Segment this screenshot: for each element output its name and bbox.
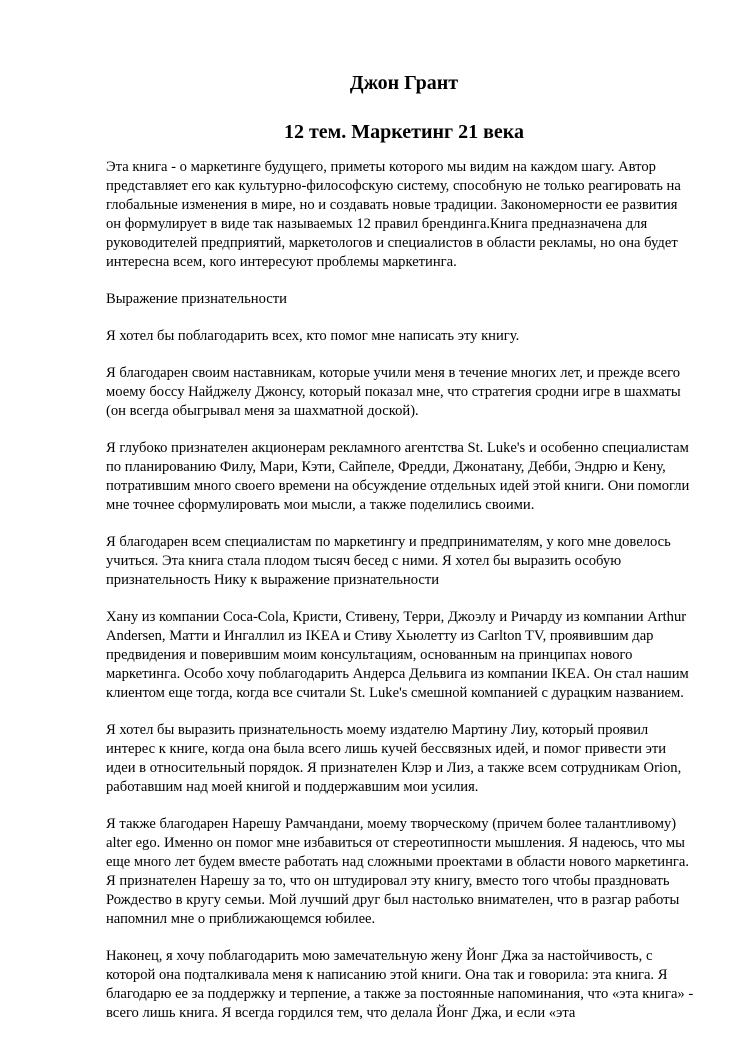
- paragraph: Я благодарен своим наставникам, которые учили меня в течение многих лет, и прежде всего моему боссу Найджелу Джонсу, который показал мне, что стратегия сродни игре в шахматы (он всегда обыгрывал меня за шахматной доской).: [106, 365, 681, 419]
- paragraph: Я глубоко признателен акционерам рекламного агентства St. Luke's и особенно специалистам по планированию Филу, Мари, Кэти, Сайпеле, Фредди, Джонатану, Дебби, Эндрю и Кену, потратившим много своего времени на обсуждение отдельных идей этой книги. Они помогли мне точнее сформулировать мои мысли, а также поделились своими.: [106, 440, 690, 513]
- paragraph: Я благодарен всем специалистам по маркетингу и предпринимателям, у кого мне довелось учиться. Эта книга стала плодом тысяч бесед с ними. Я хотел бы выразить особую признательность Нику к выражение признательности: [106, 534, 671, 588]
- book-title: 12 тем. Маркетинг 21 века: [283, 121, 525, 143]
- paragraph: Я хотел бы поблагодарить всех, кто помог мне написать эту книгу.: [106, 328, 520, 344]
- paragraph: Хану из компании Coca-Cola, Кристи, Стивену, Терри, Джоэлу и Ричарду из компании Arthur Andersen, Матти и Ингаллил из IKEA и Стиву Хьюлетту из Carlton TV, проявившим дар предвидения и поверившим моим консультациям, основанным на принципах нового маркетинга. Особо хочу поблагодарить Андерса Дельвига из компании IKEA. Он стал нашим клиентом еще тогда, когда все считали St. Luke's смешной компанией с дурацким названием.: [106, 609, 689, 701]
- paragraph-section-heading: Выражение признательности: [106, 291, 287, 307]
- body-text: [106, 158, 696, 1041]
- author-name: Джон Грант: [349, 72, 459, 94]
- paragraph: Я также благодарен Нарешу Рамчандани, моему творческому (причем более талантливому) alter ego. Именно он помог мне избавиться от стереотипности мышления. Я надеюсь, что мы еще много лет будем вместе работать над сложными проектами в области нового маркетинга. Я признателен Нарешу за то, что он штудировал эту книгу, вместо того чтобы праздновать Рождество в кругу семьи. Мой лучший друг был настолько внимателен, что в разгар работы напомнил мне о приближающемся юбилее.: [106, 816, 689, 927]
- paragraph: Я хотел бы выразить признательность моему издателю Мартину Лиу, который проявил интерес к книге, когда она была всего лишь кучей бессвязных идей, и помог привести эти идеи в относительный порядок. Я признателен Клэр и Лиз, а также всем сотрудникам Orion, работавшим над моей книгой и поддержавшим мои усилия.: [106, 722, 682, 795]
- paragraph-annotation: Эта книга - о маркетинге будущего, приметы которого мы видим на каждом шагу. Автор представляет его как культурно-философскую систему, способную не только реагировать на глобальные изменения в мире, но и создавать новые традиции. Закономерности ее развития он формулирует в виде так называемых 12 правил брендинга.Книга предназначена для руководителей предприятий, маркетологов и специалистов в области рекламы, но она будет интересна всем, кого интересуют проблемы маркетинга.: [106, 159, 681, 270]
- paragraph: Наконец, я хочу поблагодарить мою замечательную жену Йонг Джа за настойчивость, с которой она подталкивала меня к написанию этой книги. Она так и говорила: эта книга. Я благодарю ее за поддержку и терпение, а также за постоянные напоминания, что «эта книга» - всего лишь книга. Я всегда гордился тем, что делала Йонг Джа, и если «эта: [106, 948, 694, 1021]
